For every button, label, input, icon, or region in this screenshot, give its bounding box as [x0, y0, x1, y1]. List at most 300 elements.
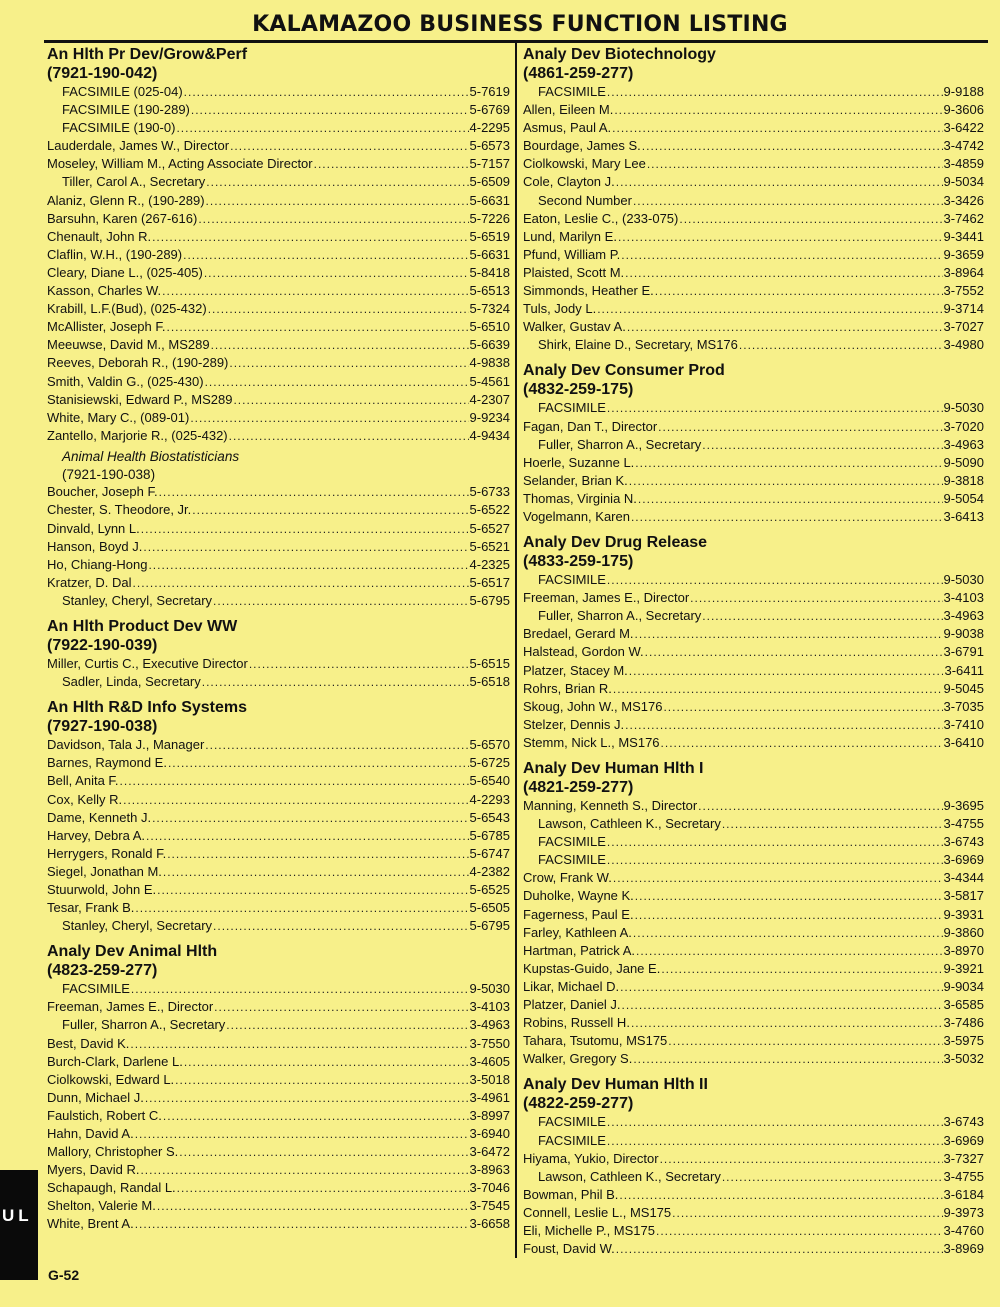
- entry-name: Boucher, Joseph F.: [47, 484, 158, 500]
- dot-leader: [625, 716, 942, 734]
- dot-leader: [635, 906, 943, 924]
- entry-name: Shelton, Valerie M.: [47, 1198, 156, 1214]
- entry-name: Tahara, Tsutomu, MS175: [523, 1033, 668, 1049]
- listing-entry: [523, 228, 984, 246]
- listing-entry: [47, 101, 510, 119]
- entry-name: McAllister, Joseph F.: [47, 319, 166, 335]
- listing-entry: [523, 662, 984, 680]
- listing-entry: [523, 851, 984, 869]
- entry-name: FACSIMILE: [538, 84, 606, 99]
- dot-leader: [184, 1053, 469, 1071]
- section-code: (4832-259-175): [523, 381, 634, 399]
- entry-phone: 5-6570: [469, 737, 510, 753]
- dot-leader: [233, 391, 468, 409]
- entry-phone: 3-7410: [943, 716, 984, 732]
- entry-phone: 3-4742: [943, 138, 984, 154]
- dot-leader: [146, 827, 468, 845]
- dot-leader: [148, 556, 468, 574]
- dot-leader: [214, 998, 468, 1016]
- entry-phone: 3-6743: [943, 1114, 984, 1130]
- listing-entry: [47, 1089, 510, 1107]
- entry-name: Duholke, Wayne K.: [523, 888, 634, 904]
- entry-name: Barsuhn, Karen (267-616): [47, 210, 198, 226]
- entry-name: FACSIMILE: [538, 834, 606, 850]
- entry-name: Simmonds, Heather E.: [523, 283, 654, 299]
- entry-phone: 3-4980: [943, 337, 984, 353]
- dot-leader: [629, 472, 943, 490]
- listing-entry: [47, 673, 510, 691]
- entry-phone: 5-6518: [469, 674, 510, 690]
- entry-name: Plaisted, Scott M.: [523, 264, 625, 280]
- entry-phone: 3-4755: [943, 816, 984, 832]
- entry-name: Moseley, William M., Acting Associate Director: [47, 156, 313, 172]
- entry-name: Cole, Clayton J.: [523, 174, 615, 190]
- entry-phone: 3-4103: [943, 590, 984, 606]
- listing-entry: [47, 1016, 510, 1034]
- section-code: (4821-259-277): [523, 779, 634, 796]
- listing-entry: [523, 906, 984, 924]
- listing-entry: [47, 318, 510, 336]
- entry-phone: 9-9234: [469, 409, 510, 425]
- entry-name: Ho, Chiang-Hong: [47, 556, 148, 572]
- entry-name: Tuls, Jody L.: [523, 301, 597, 317]
- listing-entry: [47, 1161, 510, 1179]
- dot-leader: [618, 228, 943, 246]
- dot-leader: [179, 1143, 468, 1161]
- entry-name: Alaniz, Glenn R., (190-289): [47, 192, 205, 208]
- section-code: (7922-190-039): [47, 637, 158, 655]
- dot-leader: [647, 155, 943, 173]
- entry-phone: 3-6791: [943, 644, 984, 660]
- entry-phone: 3-6658: [469, 1216, 510, 1232]
- dot-leader: [614, 101, 942, 119]
- entry-name: FACSIMILE (190-289): [62, 102, 190, 118]
- entry-phone: 9-3441: [943, 228, 984, 244]
- entry-phone: 3-7550: [469, 1035, 510, 1051]
- entry-phone: 4-2293: [469, 791, 510, 807]
- entry-name: Stuurwold, John E.: [47, 881, 157, 897]
- listing-entry: [523, 436, 984, 454]
- entry-phone: 5-7324: [469, 301, 510, 317]
- dot-leader: [633, 924, 943, 942]
- entry-name: FACSIMILE: [538, 1114, 606, 1130]
- dot-leader: [167, 318, 469, 336]
- listing-entry: [47, 264, 510, 282]
- listing-entry: [47, 655, 510, 673]
- entry-name: Bourdage, James S.: [523, 138, 641, 154]
- dot-leader: [120, 772, 469, 790]
- entry-phone: 3-7545: [469, 1198, 510, 1214]
- listing-entry: [523, 454, 984, 472]
- dot-leader: [631, 1014, 943, 1032]
- section-heading: Analy Dev Human Hlth I: [523, 760, 704, 777]
- dot-leader: [213, 917, 468, 935]
- subsection-code: (7921-190-038): [62, 466, 156, 482]
- listing-entry: [523, 643, 984, 661]
- entry-name: Fagerness, Paul E.: [523, 906, 634, 922]
- entry-phone: 4-2382: [469, 863, 510, 879]
- entry-name: Burch-Clark, Darlene L.: [47, 1053, 183, 1069]
- dot-leader: [672, 1204, 942, 1222]
- listing-entry: [523, 300, 984, 318]
- dot-leader: [205, 373, 469, 391]
- dot-leader: [226, 1016, 468, 1034]
- dot-leader: [633, 1050, 942, 1068]
- entry-phone: 9-3695: [943, 798, 984, 813]
- left-column: [47, 44, 510, 1234]
- listing-entry: [47, 845, 510, 863]
- listing-entry: [47, 1179, 510, 1197]
- listing-entry: [47, 427, 510, 445]
- entry-phone: 9-5034: [943, 174, 984, 190]
- dot-leader: [663, 698, 942, 716]
- dot-leader: [722, 815, 943, 833]
- entry-name: Hoerle, Suzanne L.: [523, 454, 635, 470]
- listing-entry: [523, 155, 984, 173]
- entry-phone: 5-6521: [469, 538, 510, 554]
- dot-leader: [157, 1197, 469, 1215]
- dot-leader: [616, 173, 943, 191]
- dot-leader: [140, 1161, 468, 1179]
- entry-phone: 5-6515: [469, 656, 510, 672]
- entry-name: Dinvald, Lynn L.: [47, 520, 140, 536]
- right-column: [523, 44, 984, 1258]
- entry-phone: 3-4963: [943, 608, 984, 624]
- dot-leader: [176, 119, 468, 137]
- entry-phone: 5-6631: [469, 246, 510, 262]
- listing-entry: [523, 173, 984, 191]
- dot-leader: [619, 1186, 942, 1204]
- entry-name: FACSIMILE: [538, 400, 606, 416]
- entry-phone: 9-3714: [943, 301, 984, 317]
- listing-entry: [523, 1014, 984, 1032]
- listing-entry: [523, 978, 984, 996]
- entry-phone: 3-6410: [943, 734, 984, 750]
- listing-entry: [47, 300, 510, 318]
- entry-name: Stanley, Cheryl, Secretary: [62, 918, 213, 934]
- listing-entry: [47, 791, 510, 809]
- listing-entry: [523, 680, 984, 698]
- dot-leader: [152, 228, 468, 246]
- entry-phone: 3-4755: [943, 1168, 984, 1184]
- entry-phone: 9-3818: [943, 472, 984, 488]
- dot-leader: [141, 520, 469, 538]
- entry-name: Cleary, Diane L., (025-405): [47, 264, 203, 280]
- dot-leader: [183, 246, 468, 264]
- entry-name: Crow, Frank W.: [523, 870, 612, 886]
- entry-name: Eaton, Leslie C., (233-075): [523, 210, 679, 226]
- entry-name: Asmus, Paul A.: [523, 120, 612, 136]
- dot-leader: [642, 137, 943, 155]
- listing-entry: [47, 574, 510, 592]
- listing-entry: [523, 1186, 984, 1204]
- entry-phone: 3-4103: [469, 999, 510, 1015]
- dot-leader: [658, 418, 942, 436]
- dot-leader: [133, 574, 469, 592]
- entry-phone: 9-3973: [943, 1204, 984, 1220]
- entry-name: Lawson, Cathleen K., Secretary: [538, 1168, 721, 1184]
- listing-entry: [523, 192, 984, 210]
- entry-name: Hiyama, Yukio, Director: [523, 1150, 659, 1166]
- entry-phone: 3-7552: [943, 283, 984, 299]
- dot-leader: [191, 101, 469, 119]
- section-code: (7921-190-042): [47, 65, 158, 82]
- page-number: G-52: [48, 1267, 80, 1283]
- entry-phone: 9-3921: [943, 960, 984, 976]
- entry-phone: 5-7157: [469, 156, 510, 172]
- section-heading: Analy Dev Biotechnology: [523, 46, 716, 63]
- entry-name: Thomas, Virginia N.: [523, 490, 637, 506]
- entry-phone: 4-9838: [469, 355, 510, 371]
- entry-phone: 3-8997: [469, 1107, 510, 1123]
- listing-entry: [47, 980, 510, 998]
- dot-leader: [229, 427, 469, 445]
- entry-name: Schapaugh, Randal L.: [47, 1180, 176, 1196]
- dot-leader: [613, 869, 943, 887]
- entry-phone: 4-2295: [469, 120, 510, 136]
- entry-phone: 3-6413: [943, 508, 984, 524]
- dot-leader: [123, 791, 468, 809]
- dot-leader: [656, 1222, 943, 1240]
- listing-entry: [47, 409, 510, 427]
- listing-entry: [523, 399, 984, 417]
- entry-name: Platzer, Stacey M.: [523, 662, 628, 678]
- listing-entry: [523, 942, 984, 960]
- section-code: (7927-190-038): [47, 718, 158, 736]
- entry-name: Hanson, Boyd J.: [47, 538, 143, 554]
- entry-name: Smith, Valdin G., (025-430): [47, 373, 204, 389]
- listing-entry: [47, 998, 510, 1016]
- entry-phone: 5-6527: [469, 520, 510, 536]
- dot-leader: [679, 210, 942, 228]
- listing-entry: [47, 373, 510, 391]
- listing-entry: [523, 960, 984, 978]
- dot-leader: [702, 607, 942, 625]
- listing-entry: [523, 282, 984, 300]
- dot-leader: [613, 680, 943, 698]
- entry-name: Bell, Anita F.: [47, 773, 119, 789]
- listing-entry: [47, 556, 510, 574]
- listing-entry: [47, 210, 510, 228]
- entry-name: Claflin, W.H., (190-289): [47, 246, 183, 262]
- entry-phone: 5-6785: [469, 827, 510, 843]
- entry-name: Manning, Kenneth S., Director: [523, 798, 698, 813]
- dot-leader: [620, 978, 942, 996]
- entry-phone: 5-6517: [469, 574, 510, 590]
- entry-phone: 5-4561: [469, 373, 510, 389]
- listing-entry: [47, 1125, 510, 1143]
- listing-entry: [523, 924, 984, 942]
- entry-phone: 3-4963: [943, 436, 984, 452]
- dot-leader: [206, 173, 468, 191]
- entry-phone: 3-8970: [943, 942, 984, 958]
- entry-name: Kupstas-Guido, Jane E.: [523, 960, 661, 976]
- listing-entry: [523, 83, 984, 101]
- listing-entry: [523, 625, 984, 643]
- entry-name: Dunn, Michael J.: [47, 1089, 144, 1105]
- dot-leader: [607, 83, 943, 101]
- entry-name: FACSIMILE (190-0): [62, 120, 176, 136]
- entry-phone: 9-5030: [943, 400, 984, 416]
- entry-name: Fagan, Dan T., Director: [523, 418, 658, 434]
- entry-name: Krabill, L.F.(Bud), (025-432): [47, 301, 207, 317]
- entry-name: Hartman, Patrick A.: [523, 942, 635, 958]
- dot-leader: [159, 483, 469, 501]
- listing-entry: [523, 607, 984, 625]
- entry-name: Allen, Eileen M.: [523, 102, 614, 118]
- listing-entry: [523, 1204, 984, 1222]
- dot-leader: [206, 192, 469, 210]
- entry-phone: 3-6472: [469, 1144, 510, 1160]
- listing-entry: [523, 1168, 984, 1186]
- listing-entry: [47, 520, 510, 538]
- entry-phone: 9-3606: [943, 102, 984, 118]
- dot-leader: [607, 851, 943, 869]
- entry-phone: 3-7327: [943, 1150, 984, 1166]
- listing-entry: [523, 137, 984, 155]
- entry-phone: 5-6513: [469, 283, 510, 299]
- listing-entry: [523, 869, 984, 887]
- dot-leader: [645, 643, 943, 661]
- dot-leader: [668, 1032, 942, 1050]
- entry-name: Ciolkowski, Mary Lee: [523, 156, 646, 172]
- dot-leader: [612, 119, 942, 137]
- section-tab-label: UL: [2, 1206, 33, 1225]
- listing-entry: [47, 538, 510, 556]
- listing-entry: [523, 833, 984, 851]
- entry-phone: 5-6522: [469, 502, 510, 518]
- entry-name: Stanisiewski, Edward P., MS289: [47, 391, 233, 407]
- section-tab: [0, 1170, 38, 1280]
- entry-name: Platzer, Daniel J.: [523, 997, 621, 1013]
- entry-name: Zantello, Marjorie R., (025-432): [47, 427, 228, 443]
- listing-entry: [47, 1143, 510, 1161]
- dot-leader: [635, 887, 943, 905]
- entry-phone: 3-7046: [469, 1180, 510, 1196]
- listing-entry: [523, 1240, 984, 1258]
- entry-phone: 9-3931: [943, 906, 984, 922]
- listing-entry: [47, 83, 510, 101]
- entry-phone: 3-6969: [943, 1132, 984, 1148]
- dot-leader: [131, 980, 469, 998]
- entry-phone: 5-6725: [469, 755, 510, 771]
- dot-leader: [130, 1035, 468, 1053]
- listing-entry: [523, 472, 984, 490]
- listing-entry: [47, 592, 510, 610]
- listing-entry: [47, 155, 510, 173]
- dot-leader: [607, 1113, 943, 1131]
- dot-leader: [607, 1132, 943, 1150]
- listing-entry: [47, 917, 510, 935]
- entry-name: Kasson, Charles W.: [47, 283, 162, 299]
- listing-entry: [523, 264, 984, 282]
- listing-entry: [47, 282, 510, 300]
- entry-phone: 9-9038: [943, 626, 984, 642]
- dot-leader: [635, 454, 942, 472]
- entry-phone: 5-6639: [469, 337, 510, 353]
- section-heading: Analy Dev Animal Hlth: [47, 943, 218, 961]
- dot-leader: [213, 592, 468, 610]
- dot-leader: [163, 863, 469, 881]
- entry-name: Walker, Gustav A.: [523, 319, 626, 335]
- entry-name: Dame, Kenneth J.: [47, 809, 152, 825]
- entry-phone: 3-5817: [943, 888, 984, 904]
- listing-entry: [523, 210, 984, 228]
- entry-phone: 3-6585: [943, 997, 984, 1013]
- entry-name: Rohrs, Brian R.: [523, 680, 612, 696]
- entry-phone: 4-2307: [469, 391, 510, 407]
- entry-name: Best, David K.: [47, 1035, 130, 1051]
- listing-entry: [523, 508, 984, 526]
- listing-entry: [47, 1215, 510, 1233]
- listing-entry: [523, 318, 984, 336]
- page-title: KALAMAZOO BUSINESS FUNCTION LISTING: [252, 12, 788, 37]
- column-divider: [515, 43, 517, 1258]
- dot-leader: [629, 662, 944, 680]
- entry-name: Myers, David R.: [47, 1162, 140, 1178]
- dot-leader: [198, 210, 468, 228]
- entry-name: Chenault, John R.: [47, 228, 152, 244]
- listing-entry: [47, 483, 510, 501]
- entry-phone: 3-7035: [943, 698, 984, 714]
- entry-name: Fuller, Sharron A., Secretary: [538, 608, 702, 624]
- listing-entry: [47, 1035, 510, 1053]
- entry-name: Tiller, Carol A., Secretary: [62, 174, 206, 190]
- entry-name: Herrygers, Ronald F.: [47, 845, 167, 861]
- listing-entry: [47, 501, 510, 519]
- listing-entry: [47, 899, 510, 917]
- listing-entry: [47, 1107, 510, 1125]
- listing-entry: [47, 863, 510, 881]
- entry-phone: 3-6411: [944, 662, 984, 678]
- entry-phone: 5-6631: [469, 192, 510, 208]
- dot-leader: [145, 1089, 469, 1107]
- dot-leader: [167, 845, 468, 863]
- entry-phone: 5-6543: [469, 809, 510, 825]
- dot-leader: [143, 538, 468, 556]
- dot-leader: [661, 960, 942, 978]
- entry-name: Davidson, Tala J., Manager: [47, 737, 205, 753]
- entry-phone: 5-6573: [469, 138, 510, 154]
- entry-name: Second Number: [538, 192, 632, 208]
- dot-leader: [249, 655, 469, 673]
- entry-phone: 3-6743: [943, 834, 984, 850]
- listing-entry: [47, 119, 510, 137]
- entry-name: FACSIMILE: [538, 572, 606, 588]
- listing-entry: [523, 589, 984, 607]
- listing-entry: [47, 137, 510, 155]
- dot-leader: [702, 436, 942, 454]
- listing-entry: [523, 1113, 984, 1131]
- entry-phone: 3-8964: [943, 264, 984, 280]
- entry-phone: 9-5054: [943, 490, 984, 506]
- dot-leader: [205, 736, 468, 754]
- entry-phone: 3-4859: [943, 156, 984, 172]
- dot-leader: [157, 881, 468, 899]
- entry-phone: 5-6510: [469, 319, 510, 335]
- entry-name: Lund, Marilyn E.: [523, 228, 617, 244]
- entry-name: Lauderdale, James W., Director: [47, 138, 230, 154]
- entry-phone: 9-9034: [943, 978, 984, 994]
- dot-leader: [163, 1107, 469, 1125]
- listing-entry: [523, 119, 984, 137]
- entry-name: Tesar, Frank B.: [47, 900, 135, 916]
- dot-leader: [208, 300, 469, 318]
- dot-leader: [230, 137, 468, 155]
- entry-name: White, Brent A.: [47, 1216, 134, 1232]
- dot-leader: [607, 571, 943, 589]
- entry-phone: 5-7226: [469, 210, 510, 226]
